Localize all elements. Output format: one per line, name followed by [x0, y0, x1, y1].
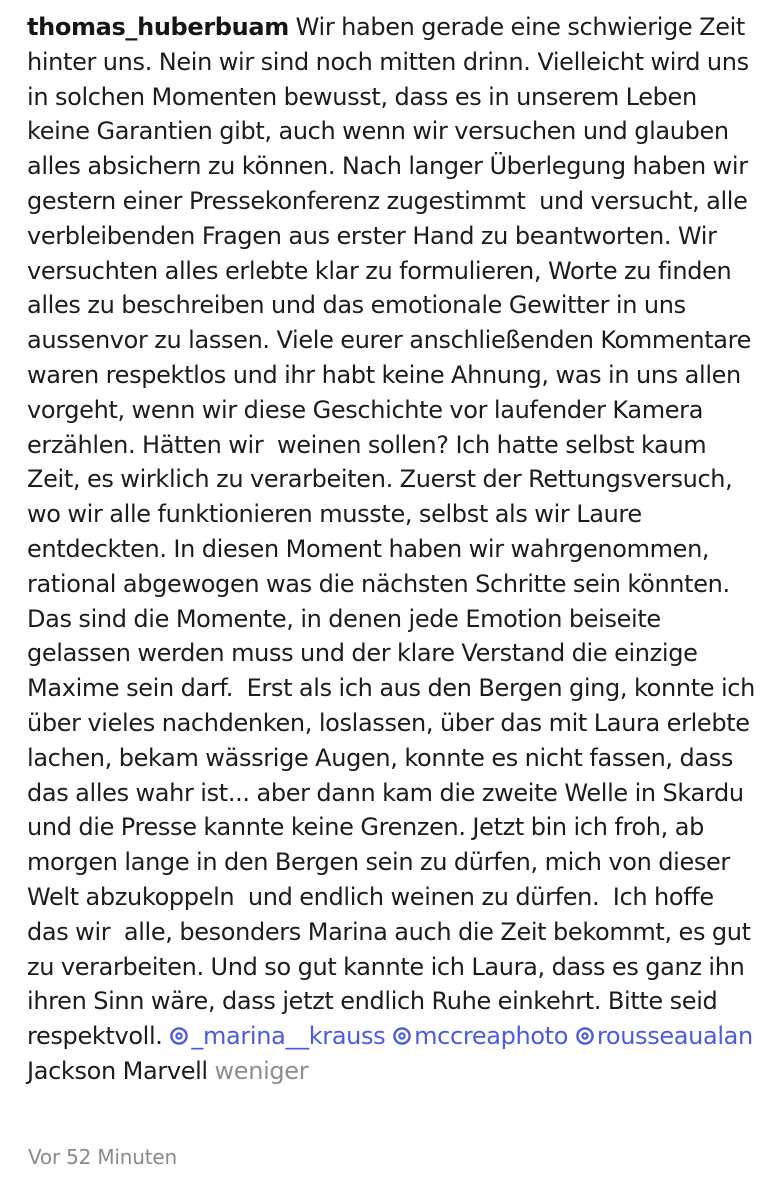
threads-icon [169, 1026, 189, 1046]
mention-link[interactable] [169, 1022, 385, 1050]
mention-link[interactable] [392, 1022, 568, 1050]
mention-handle: rousseaualan [596, 1022, 753, 1051]
username[interactable]: thomas_huberbuam [27, 13, 289, 41]
tagged-person[interactable]: Jackson Marvell [27, 1056, 208, 1085]
mention-link[interactable] [575, 1022, 753, 1050]
caption-text: Wir haben gerade eine schwierige Zeit hinter uns. Nein wir sind noch mitten drinn. Vielleicht wird uns in solchen Momenten bewusst, dass es in unserem Leben keine Garantien gibt, auch wenn wir versuchen und glauben alles absichern zu können. Nach langer Überlegung haben wir gestern einer Pressekonferenz zugestimmt und versucht, alle verbleibenden Fragen aus erster Hand zu beantworten. Wir versuchten alles erlebte klar zu formulieren, Worte zu finden alles zu beschreiben und das emotionale Gewitter in uns aussenvor zu lassen. Viele eurer anschließenden Kommentare waren respektlos und ihr habt keine Ahnung, was in uns allen vorgeht, wenn wir diese Geschichte vor laufender Kamera erzählen. Hätten wir weinen sollen? Ich hatte selbst kaum Zeit, es wirklich zu verarbeiten. Zuerst der Rettungsversuch, wo wir alle funktionieren musste, selbst als wir Laure entdeckten. In diesen Moment haben wir wahrgenommen, rational abgewogen was die nächsten Schritte sein könnten. Das sind die Momente, in denen jede Emotion beiseite gelassen werden muss und der klare Verstand die einzige Maxime sein darf. Erst als ich aus den Bergen ging, konnte ich über vieles nachdenken, loslassen, über das mit Laura erlebte lachen, bekam wässrige Augen, konnte es nicht fassen, dass das alles wahr ist... aber dann kam die zweite Welle in Skardu und die Presse kannte keine Grenzen. Jetzt bin ich froh, ab morgen lange in den Bergen sein zu dürfen, mich von dieser Welt abzukoppeln und endlich weinen zu dürfen. Ich hoffe das wir alle, besonders Marina auch die Zeit bekommt, es gut zu verarbeiten. Und so gut kannte ich Laura, dass es ganz ihn ihren Sinn wäre, dass jetzt endlich Ruhe einkehrt. Bitte seid respektvoll. [27, 13, 762, 1051]
less-link[interactable]: weniger [214, 1056, 309, 1085]
mention-handle: _marina__krauss [191, 1022, 386, 1051]
threads-icon [575, 1026, 595, 1046]
post-caption [27, 10, 762, 1089]
mention-handle: mccreaphoto [414, 1022, 569, 1051]
post-timestamp: Vor 52 Minuten [28, 1145, 177, 1169]
threads-icon [392, 1026, 412, 1046]
